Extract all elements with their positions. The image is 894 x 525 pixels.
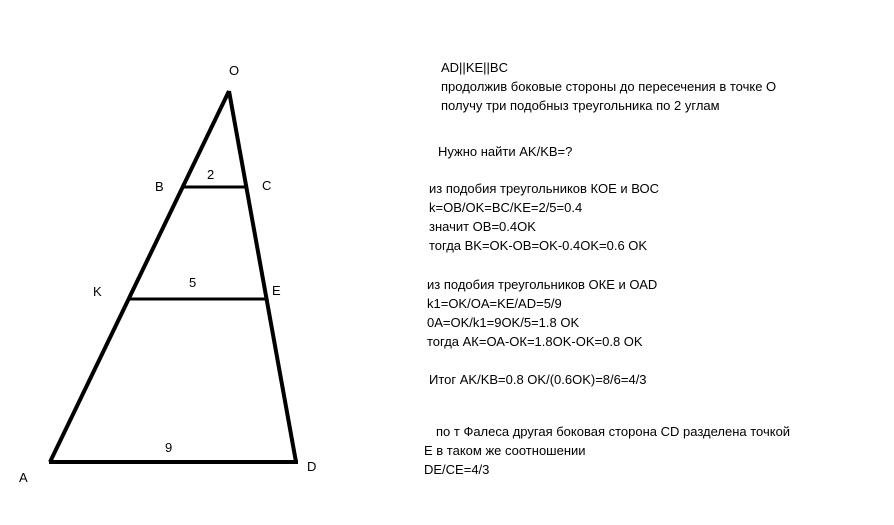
length-ke: 5: [189, 275, 197, 290]
label-c: C: [262, 178, 272, 193]
note-line: получу три подобныз треугольника по 2 углам: [441, 98, 720, 113]
note-line: AD||KE||BC: [441, 60, 508, 75]
label-e: E: [272, 283, 281, 298]
note-line: продолжив боковые стороны до пересечения в точке O: [441, 79, 777, 94]
note-line: E в таком же соотношении: [424, 443, 586, 458]
side-od: [229, 91, 296, 462]
label-b: B: [155, 179, 164, 194]
length-bc: 2: [207, 167, 215, 182]
note-line: из подобия треугольников КОЕ и ВОС: [429, 181, 659, 196]
length-ad: 9: [165, 440, 173, 455]
label-k: K: [93, 284, 102, 299]
label-o: O: [229, 63, 240, 78]
note-line: 0A=OK/k1=9OK/5=1.8 OK: [427, 315, 580, 330]
note-line: k1=OK/OA=KE/AD=5/9: [427, 296, 562, 311]
note-block-1: [441, 58, 776, 115]
result-line: Итог AK/KB=0.8 OK/(0.6OK)=8/6=4/3: [429, 372, 647, 387]
note-block-4: [424, 422, 791, 479]
note-line: k=OB/OK=BC/KE=2/5=0.4: [429, 200, 583, 215]
note-line: тогда АК=ОА-ОК=1.8OK-OK=0.8 OK: [427, 334, 643, 349]
label-a: A: [19, 470, 28, 485]
label-d: D: [307, 459, 317, 474]
note-line: DE/CE=4/3: [424, 462, 490, 477]
note-block-3: [427, 275, 657, 351]
task-line: Нужно найти AK/KB=?: [438, 144, 573, 159]
side-oa: [50, 91, 229, 462]
note-line: значит OB=0.4OK: [429, 219, 536, 234]
note-line: из подобия треугольников ОКЕ и ОАD: [427, 277, 658, 292]
note-line: тогда BK=OK-OB=OK-0.4OK=0.6 OK: [429, 238, 648, 253]
note-line: по т Фалеса другая боковая сторона CD разделена точкой: [436, 424, 791, 439]
note-block-2: [429, 179, 659, 255]
